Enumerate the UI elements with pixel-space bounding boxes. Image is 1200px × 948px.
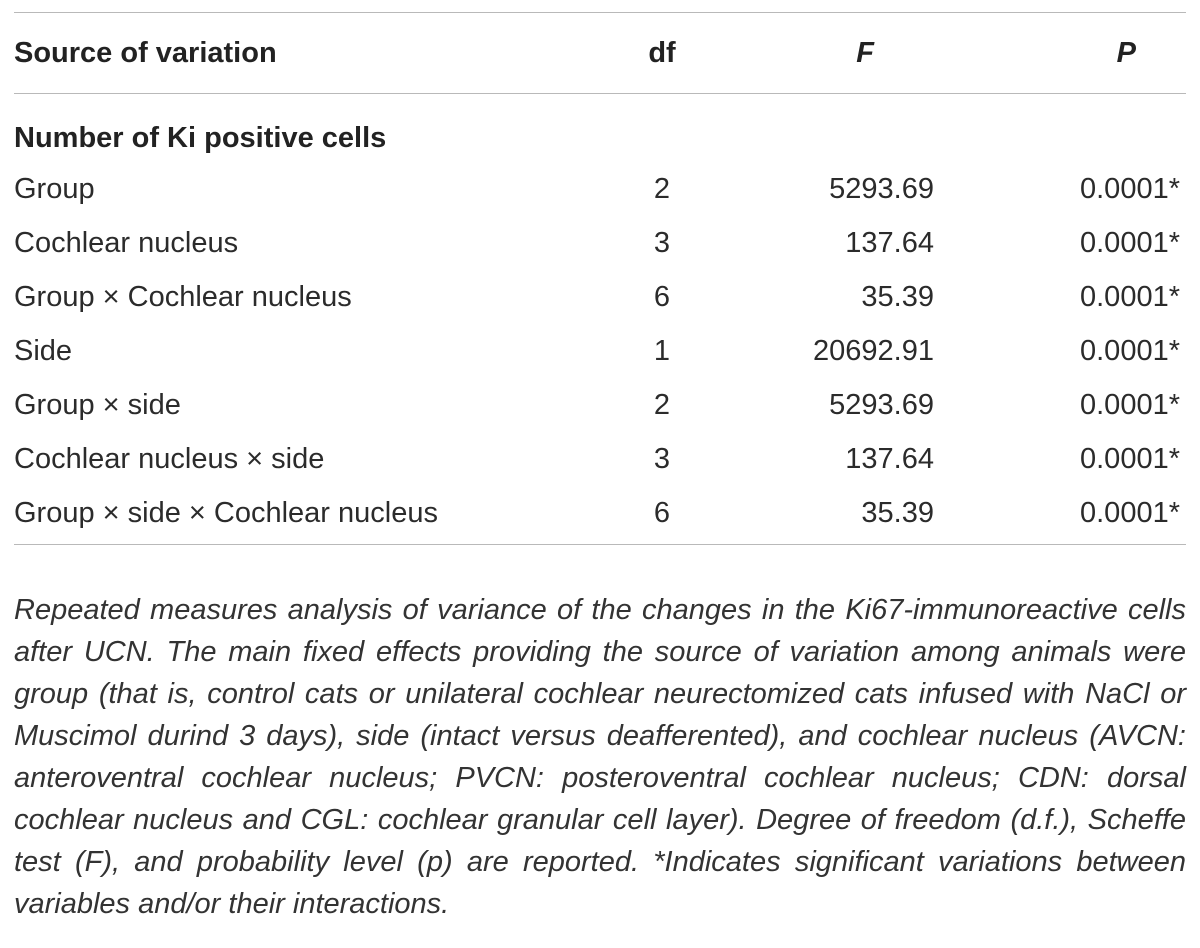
cell-df: 6 xyxy=(653,281,671,313)
cell-p: 0.0001* xyxy=(1080,443,1180,475)
header-p: P xyxy=(1116,37,1136,69)
table-row xyxy=(14,216,1186,270)
cell-p: 0.0001* xyxy=(1080,173,1180,205)
anova-table xyxy=(14,12,1186,545)
bottom-rule xyxy=(14,544,1186,545)
cell-source: Cochlear nucleus × side xyxy=(14,443,325,475)
cell-df: 1 xyxy=(653,335,671,367)
table-row xyxy=(14,270,1186,324)
cell-p: 0.0001* xyxy=(1080,335,1180,367)
table-header-row xyxy=(14,13,1186,93)
header-df: df xyxy=(648,37,676,69)
cell-f: 20692.91 xyxy=(813,335,934,367)
cell-df: 2 xyxy=(653,173,671,205)
cell-f: 137.64 xyxy=(845,443,934,475)
cell-f: 137.64 xyxy=(845,227,934,259)
cell-f: 5293.69 xyxy=(829,389,934,421)
cell-f: 5293.69 xyxy=(829,173,934,205)
section-title: Number of Ki positive cells xyxy=(14,122,387,154)
header-f: F xyxy=(856,37,874,69)
table-row xyxy=(14,432,1186,486)
cell-source: Group × side × Cochlear nucleus xyxy=(14,497,438,529)
cell-p: 0.0001* xyxy=(1080,389,1180,421)
cell-df: 3 xyxy=(653,443,671,475)
cell-source: Group xyxy=(14,173,95,205)
cell-df: 2 xyxy=(653,389,671,421)
cell-df: 3 xyxy=(653,227,671,259)
header-source: Source of variation xyxy=(14,37,277,69)
cell-df: 6 xyxy=(653,497,671,529)
cell-source: Group × Cochlear nucleus xyxy=(14,281,352,313)
table-row xyxy=(14,162,1186,216)
cell-source: Cochlear nucleus xyxy=(14,227,239,259)
table-row xyxy=(14,378,1186,432)
cell-f: 35.39 xyxy=(861,281,934,313)
cell-source: Group × side xyxy=(14,389,181,421)
cell-source: Side xyxy=(14,335,73,367)
table-row xyxy=(14,486,1186,540)
cell-f: 35.39 xyxy=(861,497,934,529)
table-caption: Repeated measures analysis of variance of the changes in the Ki67-immunoreactive cells after UCN. The main fixed effects providing the source of variation among animals were group (that is, control cats or unilateral cochlear neurectomized cats infused with NaCl or Muscimol durind 3 days), side (intact versus deafferented), and cochlear nucleus (AVCN: anteroventral cochlear nucleus; PVCN: posteroventral cochlear nucleus; CDN: dorsal cochlear nucleus and CGL: cochlear granular cell layer). Degree of freedom (d.f.), Scheffe test (F), and probability level (p) are reported. *Indicates significant variations between variables and/or their interactions. xyxy=(14,594,1186,920)
table-row xyxy=(14,324,1186,378)
cell-p: 0.0001* xyxy=(1080,281,1180,313)
cell-p: 0.0001* xyxy=(1080,227,1180,259)
cell-p: 0.0001* xyxy=(1080,497,1180,529)
